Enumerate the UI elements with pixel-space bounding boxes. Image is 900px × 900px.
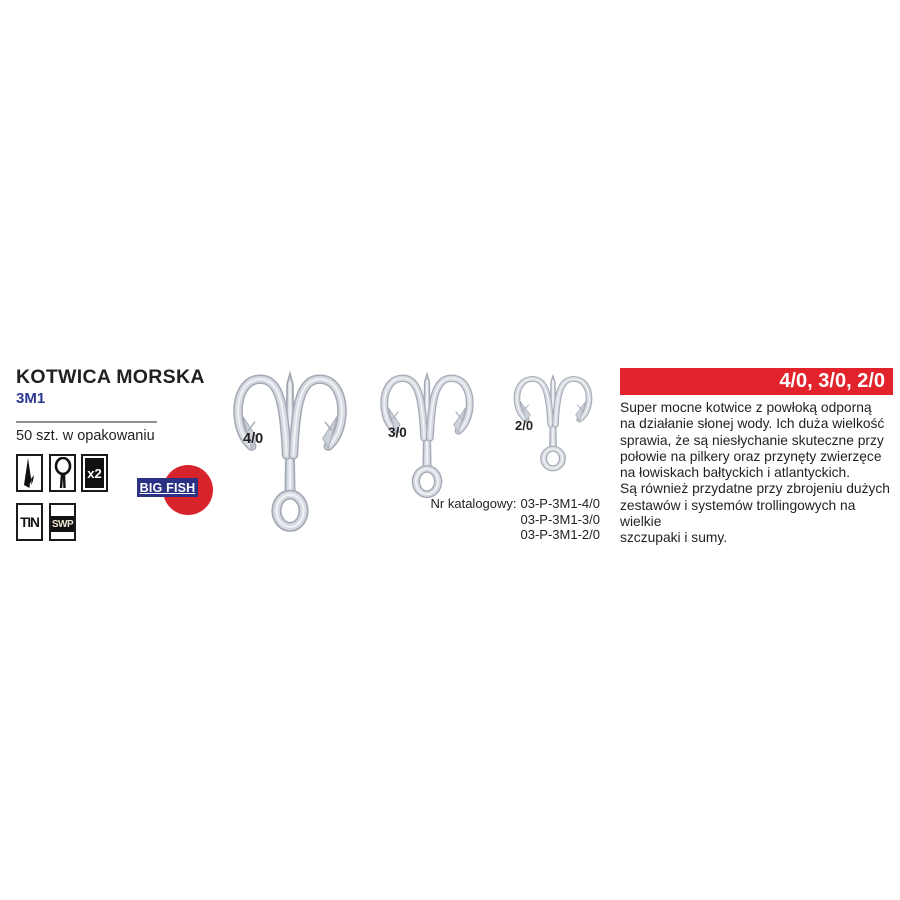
- product-description: [620, 400, 900, 547]
- treble-hook-image-4-0: [228, 366, 352, 533]
- hook-size-label: 3/0: [388, 425, 407, 440]
- description-line: Są również przydatne przy zbrojeniu dużych: [620, 481, 890, 497]
- big-fish-badge: BIG FISH: [137, 478, 198, 497]
- divider: [16, 421, 157, 423]
- description-line: szczupaki i sumy.: [620, 530, 728, 546]
- hook-point-icon: [16, 454, 43, 492]
- description-line: sprawia, że są niesłychanie skuteczne przy: [620, 432, 884, 448]
- x2-badge: x2: [81, 454, 108, 492]
- page-title: KOTWICA MORSKA: [16, 366, 205, 388]
- hook-eye-icon: [49, 454, 76, 492]
- sizes-banner: 4/0, 3/0, 2/0: [620, 368, 893, 395]
- description-line: zestawów i systemów trollingowych na wielkie: [620, 497, 856, 530]
- hook-size-label: 2/0: [515, 418, 534, 433]
- description-line: połowie na pilkery oraz przynęty zwierzęce: [620, 448, 882, 464]
- packaging-info: 50 szt. w opakowaniu: [16, 428, 155, 444]
- catalog-line: [431, 496, 600, 512]
- catalog-number: 03-P-3M1-2/0: [520, 527, 600, 542]
- tin-badge: TIN: [16, 503, 43, 541]
- catalog-number: 03-P-3M1-4/0: [520, 496, 600, 511]
- description-line: Super mocne kotwice z powłoką odporną: [620, 400, 872, 415]
- hook-size-label: 4/0: [243, 431, 264, 447]
- catalog-label: Nr katalogowy:: [430, 496, 517, 511]
- description-line: na działanie słonej wody. Ich duża wielkość: [620, 416, 885, 432]
- product-model: 3M1: [16, 390, 46, 407]
- swp-badge: [49, 503, 76, 541]
- swp-label: SWP: [51, 516, 74, 532]
- catalog-number: 03-P-3M1-3/0: [520, 511, 600, 527]
- catalog-numbers: [431, 496, 600, 543]
- description-line: na łowiskach bałtyckich i atlantyckich.: [620, 465, 851, 481]
